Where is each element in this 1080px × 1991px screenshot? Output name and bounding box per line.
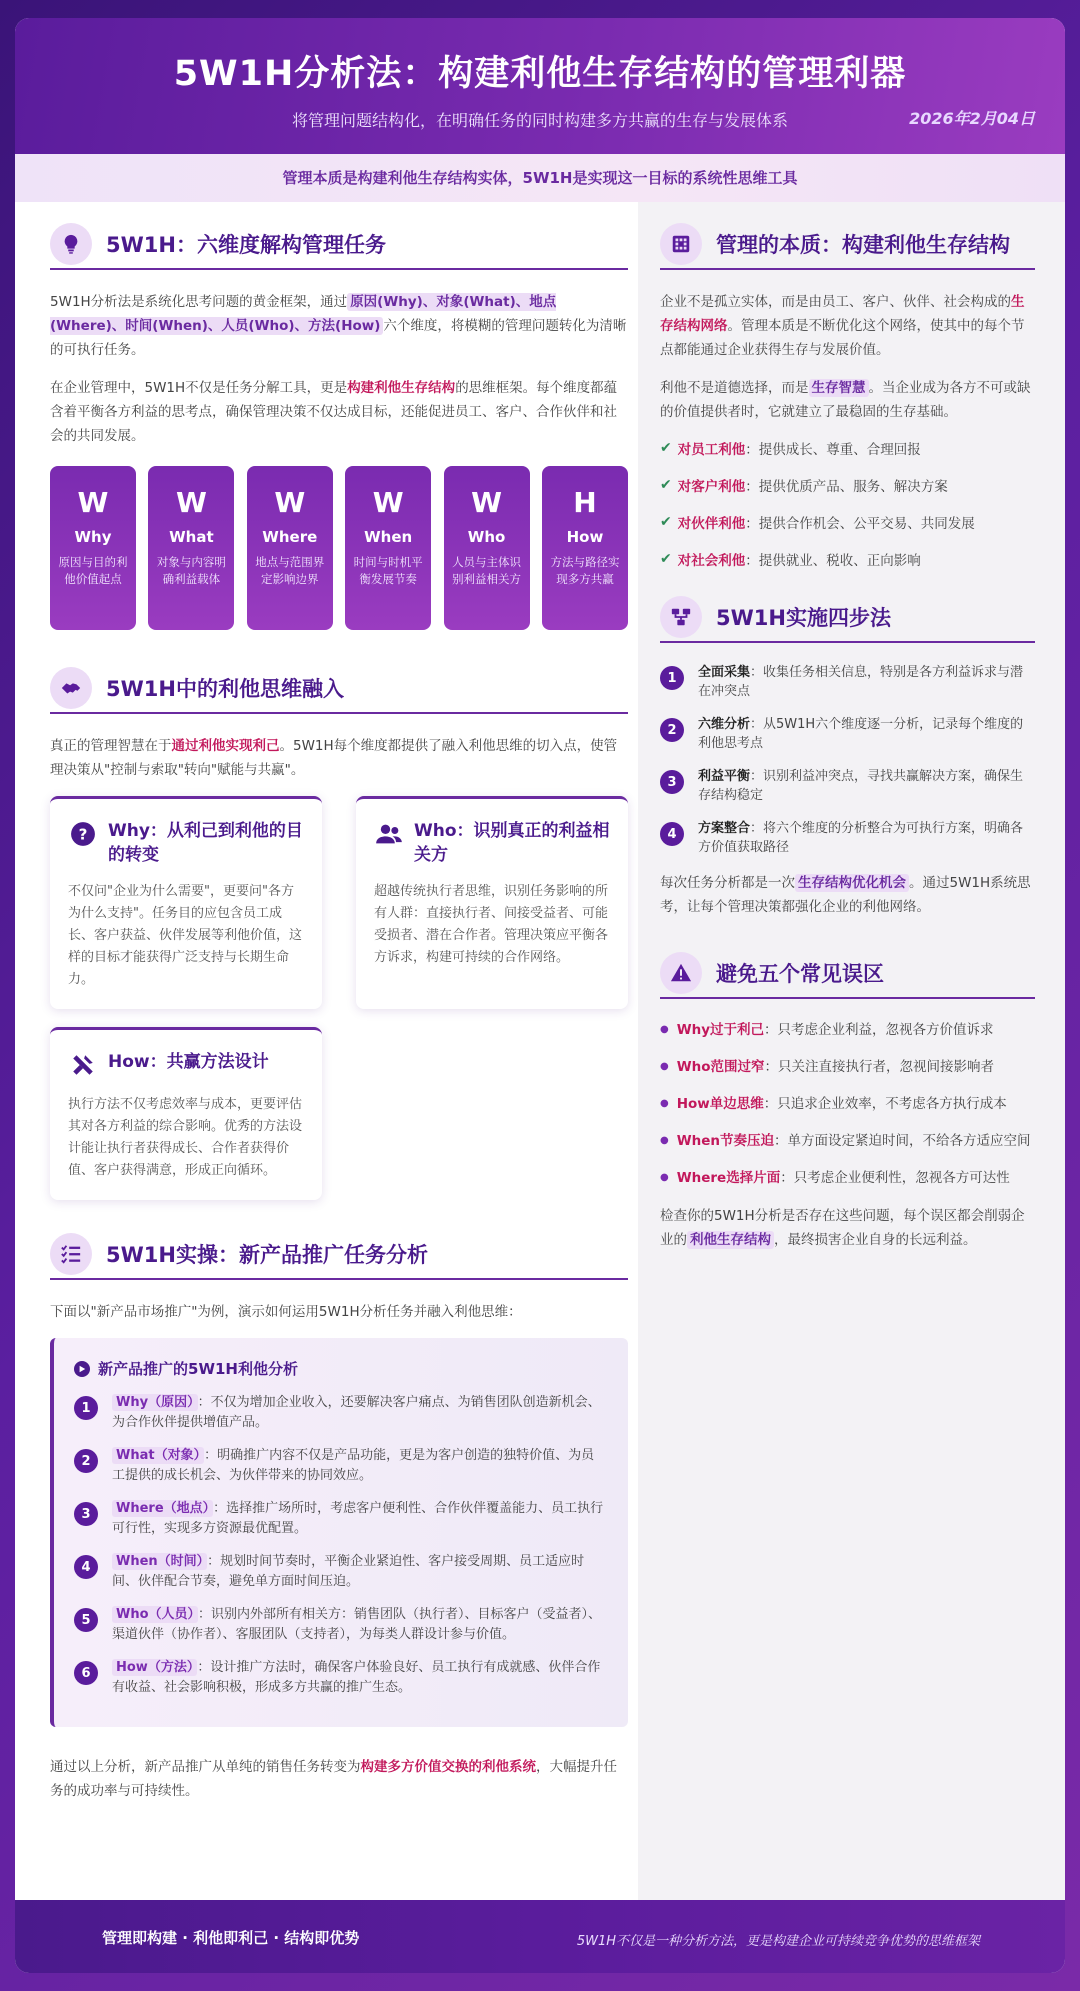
list-item: ✔ 对社会利他 ：提供就业、税收、正向影响 xyxy=(660,551,921,569)
list-item: ✔ 对员工利他 ：提供成长、尊重、合理回报 xyxy=(660,440,921,458)
card-why xyxy=(50,796,322,1009)
steps-paragraph: 每次任务分析都是一次 生存结构优化机会 。通过5W1H系统思考，让每个管理决策都强化企业的利他网络。 xyxy=(660,875,1031,915)
dimension-card-when: W When 时间与时机平衡发展节奏 xyxy=(345,466,431,630)
altruism-checklist xyxy=(660,438,1035,569)
infographic-page xyxy=(15,18,1065,1973)
bullet-icon: ● xyxy=(660,1172,669,1183)
section-heading: 5W1H中的利他思维融入 xyxy=(106,677,344,701)
tools-icon xyxy=(68,1050,98,1080)
check-icon: ✔ xyxy=(660,551,672,567)
practice-outcome: 通过以上分析，新产品推广从单纯的销售任务转变为构建多方价值交换的利他系统，大幅提升任务的成功率与可持续性。 xyxy=(50,1759,617,1799)
section-title-altruism xyxy=(50,664,628,714)
check-icon: ✔ xyxy=(660,440,672,456)
management-paragraph: 在企业管理中，5W1H不仅是任务分解工具，更是构建利他生存结构的思维框架。每个维度都蕴含着平衡各方利益的思考点，确保管理决策不仅达成目标，还能促进员工、客户、合作伙伴和社会的共同发展。 xyxy=(50,380,618,444)
dimension-cards xyxy=(50,466,628,630)
content-body xyxy=(15,202,1065,1920)
altruism-paragraph: 真正的管理智慧在于通过利他实现利己。5W1H每个维度都提供了融入利他思维的切入点，使管理决策从"控制与索取"转向"赋能与共赢"。 xyxy=(50,738,618,778)
warning-icon xyxy=(660,952,702,994)
case-item: 1 Why（原因） ：不仅为增加企业收入，还要解决客户痛点、为销售团队创造新机会、为合作伙伴提供增值产品。 xyxy=(74,1393,606,1433)
mistakes-paragraph: 检查你的5W1H分析是否存在这些问题，每个误区都会削弱企业的 利他生存结构 ，最终损害企业自身的长远利益。 xyxy=(660,1208,1025,1248)
users-icon xyxy=(374,819,404,849)
bullet-icon: ● xyxy=(660,1135,669,1146)
case-item: 3 Where（地点） ：选择推广场所时，考虑客户便利性、合作伙伴覆盖能力、员工执行可行性，实现多方资源最优配置。 xyxy=(74,1499,606,1539)
step-item: 4 方案整合：将六个维度的分析整合为可执行方案，明确各方价值获取路径 xyxy=(660,819,1035,857)
play-icon xyxy=(74,1361,90,1377)
dimension-card-where: W Where 地点与范围界定影响边界 xyxy=(247,466,333,630)
case-analysis-box xyxy=(50,1338,628,1727)
section-title-essence xyxy=(660,220,1035,270)
section-title-steps xyxy=(660,593,1035,643)
left-column xyxy=(50,202,628,1817)
wisdom-paragraph: 利他不是道德选择，而是 生存智慧 。当企业成为各方不可或缺的价值提供者时，它就建立了最稳固的生存基础。 xyxy=(660,380,1031,420)
section-title-mistakes xyxy=(660,949,1035,999)
card-title: Why：从利己到利他的目的转变 xyxy=(108,821,303,865)
header xyxy=(15,18,1065,154)
card-text: 超越传统执行者思维，识别任务影响的所有人群：直接执行者、间接受益者、可能受损者、潜在合作者。管理决策应平衡各方诉求，构建可持续的合作网络。 xyxy=(374,884,609,965)
bullet-icon: ● xyxy=(660,1024,669,1035)
altruism-cards xyxy=(50,796,628,1218)
handshake-icon xyxy=(50,667,92,709)
card-who xyxy=(356,796,628,1009)
case-item: 2 What（对象） ：明确推广内容不仅是产品功能，更是为客户创造的独特价值、为员工提供的成长机会、为伙伴带来的协同效应。 xyxy=(74,1446,606,1486)
footer-note: 5W1H不仅是一种分析方法，更是构建企业可持续竞争优势的思维框架 xyxy=(576,1934,980,1949)
practice-intro: 下面以"新产品市场推广"为例，演示如何运用5W1H分析任务并融入利他思维： xyxy=(50,1304,522,1320)
section-title-5w1h xyxy=(50,220,628,270)
checklist-icon xyxy=(50,1233,92,1275)
card-title: Who：识别真正的利益相关方 xyxy=(414,821,610,865)
banner: 管理本质是构建利他生存结构实体，5W1H是实现这一目标的系统性思维工具 xyxy=(15,154,1065,202)
footer xyxy=(15,1900,1065,1973)
step-item: 3 利益平衡：识别利益冲突点，寻找共赢解决方案，确保生存结构稳定 xyxy=(660,767,1035,805)
question-icon xyxy=(68,819,98,849)
bullet-icon: ● xyxy=(660,1061,669,1072)
page-subtitle: 将管理问题结构化，在明确任务的同时构建多方共赢的生存与发展体系 xyxy=(291,111,788,130)
case-title: 新产品推广的5W1H利他分析 xyxy=(74,1358,606,1379)
right-column xyxy=(638,202,1065,1920)
flow-icon xyxy=(660,596,702,638)
check-icon: ✔ xyxy=(660,477,672,493)
list-item: ✔ 对客户利他 ：提供优质产品、服务、解决方案 xyxy=(660,477,948,495)
card-title: How：共赢方法设计 xyxy=(108,1052,269,1072)
footer-slogan: 管理即构建 · 利他即利己 · 结构即优势 xyxy=(102,1929,360,1947)
step-item: 2 六维分析：从5W1H六个维度逐一分析，记录每个维度的利他思考点 xyxy=(660,715,1035,753)
svg-text:?: ? xyxy=(78,825,88,844)
card-how xyxy=(50,1027,322,1200)
section-heading: 5W1H：六维度解构管理任务 xyxy=(106,233,386,257)
check-icon: ✔ xyxy=(660,514,672,530)
step-item: 1 全面采集：收集任务相关信息，特别是各方利益诉求与潜在冲突点 xyxy=(660,663,1035,701)
bullet-icon: ● xyxy=(660,1098,669,1109)
card-text: 执行方法不仅考虑效率与成本，更要评估其对各方利益的综合影响。优秀的方法设计能让执行者获得成长、合作者获得价值、客户获得满意，形成正向循环。 xyxy=(68,1097,303,1178)
steps-list xyxy=(660,663,1035,857)
dimension-card-why: W Why 原因与目的利他价值起点 xyxy=(50,466,136,630)
date-label: 2026年2月04日 xyxy=(909,109,1035,128)
grid-icon xyxy=(660,223,702,265)
section-title-practice xyxy=(50,1230,628,1280)
case-item: 4 When（时间） ：规划时间节奏时，平衡企业紧迫性、客户接受周期、员工适应时间、伙伴配合节奏，避免单方面时间压迫。 xyxy=(74,1552,606,1592)
card-text: 不仅问"企业为什么需要"，更要问"各方为什么支持"。任务目的应包含员工成长、客户获益、伙伴发展等利他价值，这样的目标才能获得广泛支持与长期生命力。 xyxy=(68,884,303,987)
section-heading: 管理的本质：构建利他生存结构 xyxy=(716,233,1010,257)
page-title: 5W1H分析法：构建利他生存结构的管理利器 xyxy=(173,54,907,94)
case-item: 6 How（方法） ：设计推广方法时，确保客户体验良好、员工执行有成就感、伙伴合作有收益、社会影响积极，形成多方共赢的推广生态。 xyxy=(74,1658,606,1698)
lightbulb-icon xyxy=(50,223,92,265)
dimension-card-what: W What 对象与内容明确利益载体 xyxy=(148,466,234,630)
mistakes-list xyxy=(660,1019,1035,1189)
section-heading: 避免五个常见误区 xyxy=(716,962,884,986)
list-item: ✔ 对伙伴利他 ：提供合作机会、公平交易、共同发展 xyxy=(660,514,975,532)
list-item: ● When节奏压迫：单方面设定紧迫时间，不给各方适应空间 xyxy=(660,1130,1035,1152)
list-item: ● Why过于利己：只考虑企业利益，忽视各方价值诉求 xyxy=(660,1019,1035,1041)
list-item: ● Where选择片面：只考虑企业便利性，忽视各方可达性 xyxy=(660,1167,1035,1189)
dimension-card-how: H How 方法与路径实现多方共赢 xyxy=(542,466,628,630)
intro-paragraph: 5W1H分析法是系统化思考问题的黄金框架，通过 原因(Why)、对象(What)、地点(Where)、时间(When)、人员(Who)、方法(How) 六个维度，将模糊的管理问题转化为清晰的可执行任务。 xyxy=(50,294,627,358)
case-item: 5 Who（人员） ：识别内外部所有相关方：销售团队（执行者）、目标客户（受益者）、渠道伙伴（协作者）、客服团队（支持者），为每类人群设计参与价值。 xyxy=(74,1605,606,1645)
section-heading: 5W1H实施四步法 xyxy=(716,606,891,630)
dimension-card-who: W Who 人员与主体识别利益相关方 xyxy=(444,466,530,630)
list-item: ● Who范围过窄：只关注直接执行者，忽视间接影响者 xyxy=(660,1056,1035,1078)
list-item: ● How单边思维：只追求企业效率，不考虑各方执行成本 xyxy=(660,1093,1035,1115)
section-heading: 5W1H实操：新产品推广任务分析 xyxy=(106,1243,428,1267)
essence-paragraph: 企业不是孤立实体，而是由员工、客户、伙伴、社会构成的生存结构网络。管理本质是不断优化这个网络，使其中的每个节点都能通过企业获得生存与发展价值。 xyxy=(660,294,1025,358)
